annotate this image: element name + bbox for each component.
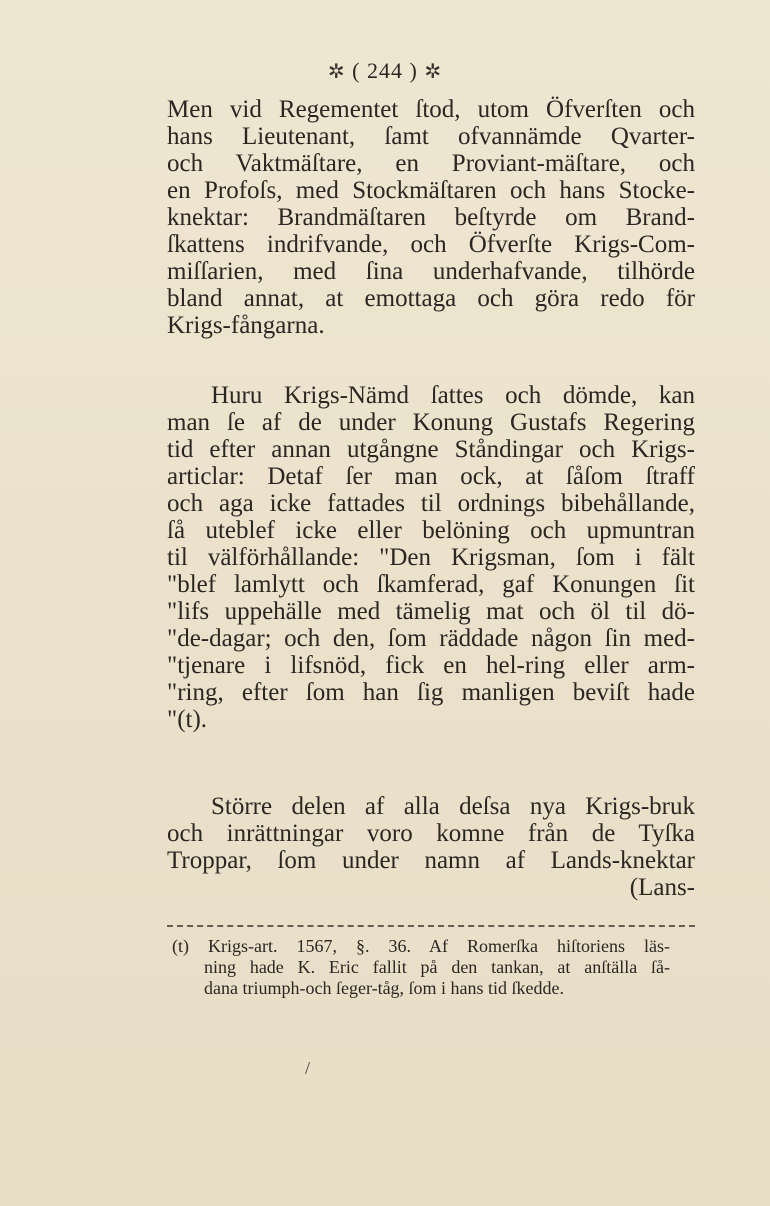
text-line: knektar: Brandmäſtaren beſtyrde om Brand- — [167, 204, 695, 231]
text-line: Krigs-fångarna. — [167, 312, 325, 339]
text-line: och Vaktmäſtare, en Proviant-mäſtare, och — [167, 150, 695, 177]
text-line: Huru Krigs-Nämd ſattes och dömde, kan — [211, 382, 695, 409]
footnote-line: (t) Krigs-art. 1567, §. 36. Af Romerſka hiſtoriens läs- — [172, 936, 670, 956]
text-line: Troppar, ſom under namn af Lands-knektar — [167, 847, 695, 874]
text-line: och aga icke fattades til ordnings bibehållande, — [167, 490, 695, 517]
text-line: "de-dagar; och den, ſom räddade någon ſin med- — [167, 625, 695, 652]
ornament-right-icon: ✲ — [424, 61, 443, 83]
text-line: ſkattens indrifvande, och Öfverſte Krigs-Com- — [167, 231, 695, 258]
text-line: bland annat, at emottaga och göra redo för — [167, 285, 695, 312]
text-line: "tjenare i lifsnöd, fick en hel-ring eller arm- — [167, 652, 695, 679]
text-line: "(t). — [167, 706, 208, 733]
page-header — [0, 58, 770, 84]
paragraph-1 — [167, 96, 695, 339]
footnote-line: ning hade K. Eric fallit på den tankan, at anſtälla ſå- — [204, 957, 670, 977]
text-line: man ſe af de under Konung Gustafs Regering — [167, 409, 695, 436]
page-number: ( 244 ) — [352, 58, 418, 83]
stray-ink-mark: / — [305, 1058, 311, 1078]
ornament-left-icon: ✲ — [327, 61, 346, 83]
footnote-line: dana triumph-och ſeger-tåg, ſom i hans tid ſkedde. — [204, 978, 565, 998]
text-line: "lifs uppehälle med tämelig mat och öl til dö- — [167, 598, 695, 625]
paragraph-2 — [167, 382, 695, 733]
text-line: "ring, efter ſom han ſig manligen beviſt hade — [167, 679, 695, 706]
text-line: "blef lamlytt och ſkamferad, gaf Konungen ſit — [167, 571, 695, 598]
text-line: Men vid Regementet ſtod, utom Öfverſten och — [167, 96, 695, 123]
text-line: articlar: Detaf ſer man ock, at ſåſom ſtraff — [167, 463, 695, 490]
text-line: tid efter annan utgångne Ståndingar och Krigs- — [167, 436, 695, 463]
text-line: til välförhållande: "Den Krigsman, ſom i fält — [167, 544, 695, 571]
footnote — [172, 936, 670, 999]
text-line: ſå uteblef icke eller belöning och upmuntran — [167, 517, 695, 544]
text-line: och inrättningar voro komne från de Tyſka — [167, 820, 695, 847]
text-line: en Profoſs, med Stockmäſtaren och hans Stocke- — [167, 177, 695, 204]
paragraph-3 — [167, 793, 695, 901]
text-line: hans Lieutenant, ſamt ofvannämde Qvarter- — [167, 123, 695, 150]
text-line: miſſarien, med ſina underhafvande, tilhörde — [167, 258, 695, 285]
catchword: (Lans- — [629, 874, 695, 901]
footnote-rule — [167, 925, 695, 927]
text-line: Större delen af alla deſsa nya Krigs-bruk — [211, 793, 695, 820]
